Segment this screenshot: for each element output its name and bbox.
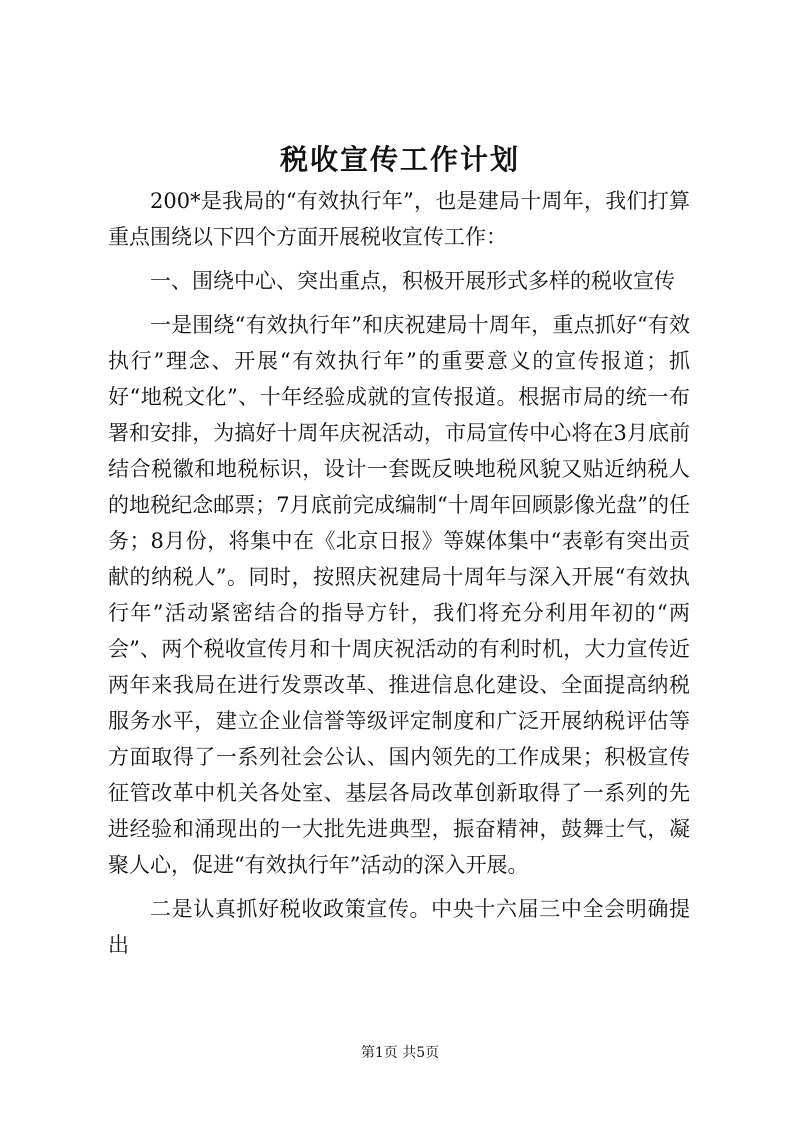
- body-paragraph: 二是认真抓好税收政策宣传。中央十六届三中全会明确提出: [108, 897, 690, 957]
- intro-paragraph: 200*是我局的“有效执行年”，也是建局十周年，我们打算重点围绕以下四个方面开展税收宣传工作：: [108, 189, 690, 249]
- section-heading: 一、围绕中心、突出重点，积极开展形式多样的税收宣传: [150, 269, 675, 293]
- page-footer: 第1页 共5页: [360, 1045, 440, 1061]
- body-paragraph: 一是围绕“有效执行年”和庆祝建局十周年，重点抓好“有效执行”理念、开展“有效执行年”的重要意义的宣传报道；抓好“地税文化”、十年经验成就的宣传报道。根据市局的统一布署和安排，为搞好十周年庆祝活动，市局宣传中心将在3月底前结合税徽和地税标识，设计一套既反映地税风貌又贴近纳税人的地税纪念邮票；7月底前完成编制“十周年回顾影像光盘”的任务；8月份，将集中在《北京日报》等媒体集中“表彰有突出贡献的纳税人”。同时，按照庆祝建局十周年与深入开展“有效执行年”活动紧密结合的指导方针，我们将充分利用年初的“两会”、两个税收宣传月和十周庆祝活动的有利时机，大力宣传近两年来我局在进行发票改革、推进信息化建设、全面提高纳税服务水平，建立企业信誉等级评定制度和广泛开展纳税评估等方面取得了一系列社会公认、国内领先的工作成果；积极宣传征管改革中机关各处室、基层各局改革创新取得了一系列的先进经验和涌现出的一大批先进典型，振奋精神，鼓舞士气，凝聚人心，促进“有效执行年”活动的深入开展。: [108, 313, 690, 877]
- document-title: 税收宣传工作计划: [279, 143, 520, 176]
- document-body: [108, 183, 690, 963]
